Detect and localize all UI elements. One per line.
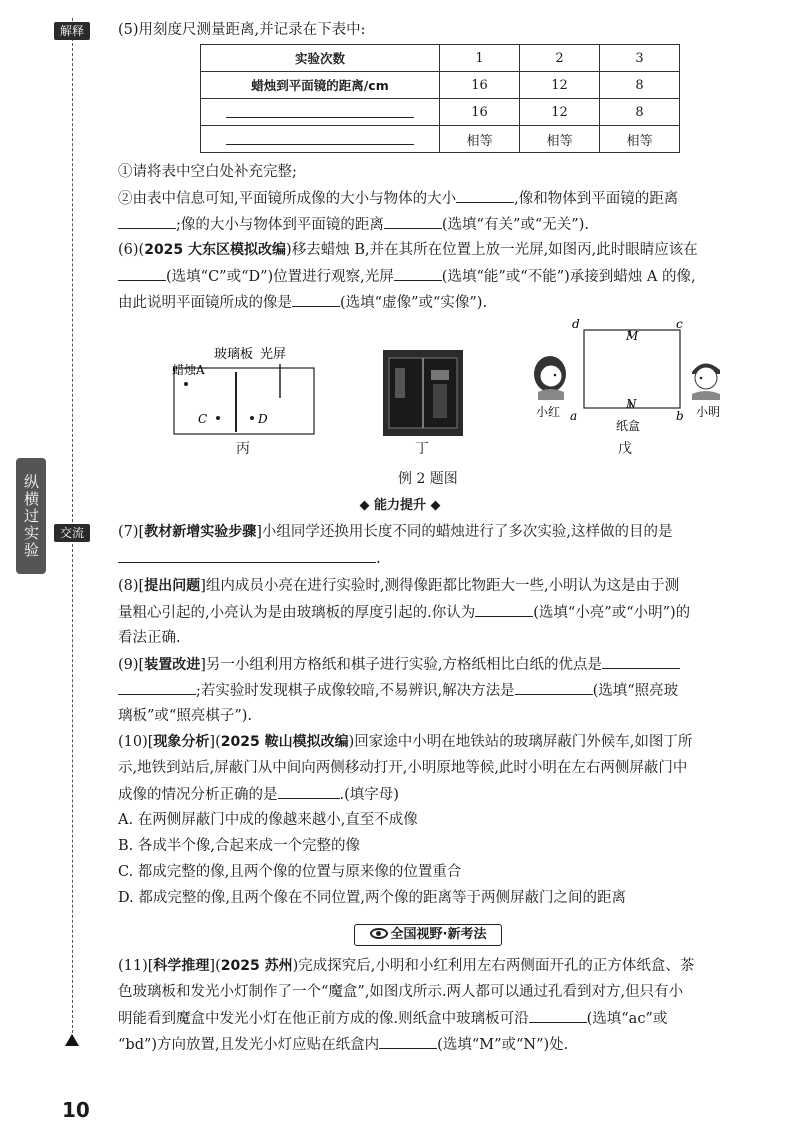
- text: .: [376, 551, 381, 567]
- table-row: [201, 126, 680, 153]
- text: ;若实验时发现棋子成像较暗,不易辨识,解决方法是: [196, 683, 515, 699]
- answer-blank[interactable]: [118, 266, 166, 281]
- screen-label: 光屏: [260, 347, 287, 362]
- q10-option-d[interactable]: D. 都成完整的像,且两个像在不同位置,两个像的距离等于两侧屏蔽门之间的距离: [118, 890, 627, 906]
- candle-label: 蜡烛A: [172, 363, 205, 377]
- table-cell: 相等: [520, 126, 600, 153]
- table-cell: 相等: [600, 126, 680, 153]
- boy-body: [692, 391, 720, 400]
- q10-option-a[interactable]: A. 在两侧屏蔽门中成的像越来越小,直至不成像: [118, 812, 418, 828]
- q5-sub2-line1: [118, 188, 783, 209]
- text: (选填“ac”或: [586, 1011, 668, 1027]
- text: 由此说明平面镜所成的像是: [118, 295, 292, 311]
- text: (10)[: [118, 734, 154, 750]
- answer-blank[interactable]: [384, 214, 442, 229]
- answer-blank[interactable]: [394, 266, 442, 281]
- table-cell: 相等: [440, 126, 520, 153]
- text: (选填“虚像”或“实像”).: [340, 295, 488, 311]
- figure-main-caption: 例 2 题图: [398, 471, 458, 487]
- q8-line3: 看法正确.: [118, 630, 181, 646]
- table-row: [201, 99, 680, 126]
- tag-exchange: 交流: [54, 524, 90, 542]
- table-cell-blank[interactable]: [201, 126, 440, 153]
- answer-blank[interactable]: [278, 784, 340, 799]
- side-chapter-tab: 纵横过实验: [16, 458, 46, 574]
- table-cell: 3: [600, 45, 680, 72]
- candle-a-dot: [184, 382, 188, 386]
- point-n-label: N: [626, 397, 637, 411]
- table-row: [201, 72, 680, 99]
- q7-line2: [118, 548, 783, 569]
- q9-line2: [118, 680, 783, 701]
- q6-line1: [118, 240, 783, 260]
- point-d-label: D: [258, 412, 268, 426]
- source-label: 2025 苏州: [220, 958, 293, 974]
- xiaohong-label: 小红: [536, 405, 561, 419]
- box-label: 纸盒: [616, 419, 641, 433]
- q7-line1: [118, 522, 783, 542]
- section-ability: ◆ 能力提升 ◆: [359, 498, 441, 513]
- text: 明能看到魔盒中发光小灯在他正前方成的像.则纸盒中玻璃板可沿: [118, 1011, 529, 1027]
- q10-line2: 示,地铁到站后,屏蔽门从中间向两侧移动打开,小明原地等候,此时小明在左右两侧屏蔽门中: [118, 760, 688, 776]
- answer-blank[interactable]: [118, 680, 196, 695]
- table-cell: 2: [520, 45, 600, 72]
- text: ]组内成员小亮在进行实验时,测得像距都比物距大一些,小明认为这是由于测: [200, 578, 680, 594]
- point-m-label: M: [626, 329, 639, 343]
- question-tag: 现象分析: [153, 734, 210, 750]
- text: (选填“小亮”或“小明”)的: [533, 605, 691, 621]
- page-number: 10: [62, 1098, 90, 1122]
- table-cell: 8: [600, 99, 680, 126]
- text: (选填“有关”或“无关”).: [441, 217, 589, 233]
- reflection-right: [433, 384, 447, 418]
- table-row: [201, 45, 680, 72]
- text: )回家途中小明在地铁站的玻璃屏蔽门外候车,如图丁所: [348, 734, 693, 750]
- text: (选填“能”或“不能”)承接到蜡烛 A 的像,: [441, 269, 696, 285]
- q5-sub2-line2: [118, 214, 783, 235]
- text: “bd”)方向放置,且发光小灯应贴在纸盒内: [118, 1037, 380, 1053]
- figure-ding-photo: [383, 350, 463, 436]
- caption-ding: 丁: [415, 441, 429, 457]
- figure-bing: [168, 344, 320, 436]
- text: (8)[: [118, 578, 145, 594]
- text: (11)[: [118, 958, 154, 974]
- text: (6)(: [118, 242, 145, 258]
- xiaohong-figure: [534, 356, 566, 400]
- source-label: 2025 大东区模拟改编: [144, 242, 287, 258]
- question-tag: 装置改进: [144, 657, 201, 673]
- text: ,像和物体到平面镜的距离: [514, 191, 679, 207]
- answer-blank[interactable]: [292, 292, 340, 307]
- text: (选填“照亮玻: [592, 683, 679, 699]
- answer-blank[interactable]: [456, 188, 514, 203]
- q11-line1: [118, 956, 783, 976]
- text: (7)[: [118, 524, 145, 540]
- answer-blank[interactable]: [475, 602, 533, 617]
- q10-option-c[interactable]: C. 都成完整的像,且两个像的位置与原来像的位置重合: [118, 864, 462, 880]
- margin-arrow-icon: [65, 1034, 79, 1046]
- q11-line4: [118, 1034, 783, 1055]
- xiaoming-label: 小明: [696, 405, 721, 419]
- point-c-label: C: [198, 412, 208, 426]
- boy-face: [695, 367, 717, 389]
- q5-sub1: ①请将表中空白处补充完整;: [118, 164, 297, 180]
- table-cell: 8: [600, 72, 680, 99]
- text: ;像的大小与物体到平面镜的距离: [176, 217, 384, 233]
- table-cell: 16: [440, 72, 520, 99]
- question-tag: 科学推理: [153, 958, 210, 974]
- q9-line1: [118, 654, 783, 675]
- text: ]另一小组利用方格纸和棋子进行实验,方格纸相比白纸的优点是: [200, 657, 602, 673]
- figure-wu: [524, 312, 736, 436]
- boy-eye: [700, 377, 703, 380]
- source-label: 2025 鞍山模拟改编: [220, 734, 349, 750]
- q10-line3: [118, 784, 783, 805]
- table-cell: 蜡烛到平面镜的距离/cm: [201, 72, 440, 99]
- corner-b-label: b: [676, 409, 684, 423]
- q5-intro: (5)用刻度尺测量距离,并记录在下表中:: [118, 22, 366, 38]
- text: 量粗心引起的,小亮认为是由玻璃板的厚度引起的.你认为: [118, 605, 476, 621]
- table-cell: 12: [520, 72, 600, 99]
- text: (选填“M”或“N”)处.: [437, 1037, 569, 1053]
- q6-line3: [118, 292, 783, 313]
- sign-panel: [431, 370, 449, 380]
- table-cell: 实验次数: [201, 45, 440, 72]
- text: (9)[: [118, 657, 145, 673]
- data-table: [200, 44, 680, 153]
- text: )完成探究后,小明和小红利用左右两侧面开孔的正方体纸盒、茶: [292, 958, 695, 974]
- q8-line1: [118, 576, 783, 596]
- table-cell: 16: [440, 99, 520, 126]
- corner-a-label: a: [570, 409, 578, 423]
- text: ](: [209, 958, 221, 974]
- question-tag: 提出问题: [144, 578, 201, 594]
- table-cell: 12: [520, 99, 600, 126]
- national-label: 全国视野·新考法: [390, 927, 487, 942]
- caption-wu: 戊: [618, 441, 632, 457]
- text: ](: [209, 734, 221, 750]
- q6-line2: [118, 266, 783, 287]
- answer-blank[interactable]: [529, 1008, 587, 1023]
- tag-explain: 解释: [54, 22, 90, 40]
- q11-line2: 色玻璃板和发光小灯制作了一个“魔盒”,如图戊所示.两人都可以通过孔看到对方,但只有小: [118, 984, 684, 1000]
- xiaoming-figure: [692, 363, 720, 400]
- text: 成像的情况分析正确的是: [118, 787, 278, 803]
- point-d-dot: [250, 416, 254, 420]
- q9-line3: 璃板”或“照亮棋子”).: [118, 708, 253, 724]
- corner-d-label: d: [572, 317, 580, 331]
- reflection-left: [395, 368, 405, 398]
- table-cell-blank[interactable]: [201, 99, 440, 126]
- text: .(填字母): [339, 787, 399, 803]
- caption-bing: 丙: [236, 441, 250, 457]
- question-tag: 教材新增实验步骤: [144, 524, 257, 540]
- answer-blank[interactable]: [379, 1034, 437, 1049]
- answer-blank[interactable]: [515, 680, 593, 695]
- figure-bing-frame: [174, 368, 314, 434]
- q11-line3: [118, 1008, 783, 1029]
- answer-blank[interactable]: [118, 214, 176, 229]
- text: ②由表中信息可知,平面镜所成像的大小与物体的大小: [118, 191, 457, 207]
- text: ]小组同学还换用长度不同的蜡烛进行了多次实验,这样做的目的是: [256, 524, 673, 540]
- q10-line1: [118, 732, 783, 752]
- girl-eye: [554, 374, 557, 377]
- girl-body: [538, 389, 564, 400]
- national-view-badge: [354, 924, 502, 946]
- answer-blank[interactable]: [118, 548, 376, 563]
- text: )移去蜡烛 B,并在其所在位置上放一光屏,如图丙,此时眼睛应该在: [286, 242, 698, 258]
- glass-label: 玻璃板: [214, 347, 254, 362]
- point-c-dot: [216, 416, 220, 420]
- corner-c-label: c: [676, 317, 683, 331]
- text: (选填“C”或“D”)位置进行观察,光屏: [166, 269, 394, 285]
- answer-blank[interactable]: [602, 654, 680, 669]
- eye-icon: [370, 928, 388, 939]
- q10-option-b[interactable]: B. 各成半个像,合起来成一个完整的像: [118, 838, 360, 854]
- table-cell: 1: [440, 45, 520, 72]
- q8-line2: [118, 602, 783, 623]
- girl-face: [540, 365, 562, 387]
